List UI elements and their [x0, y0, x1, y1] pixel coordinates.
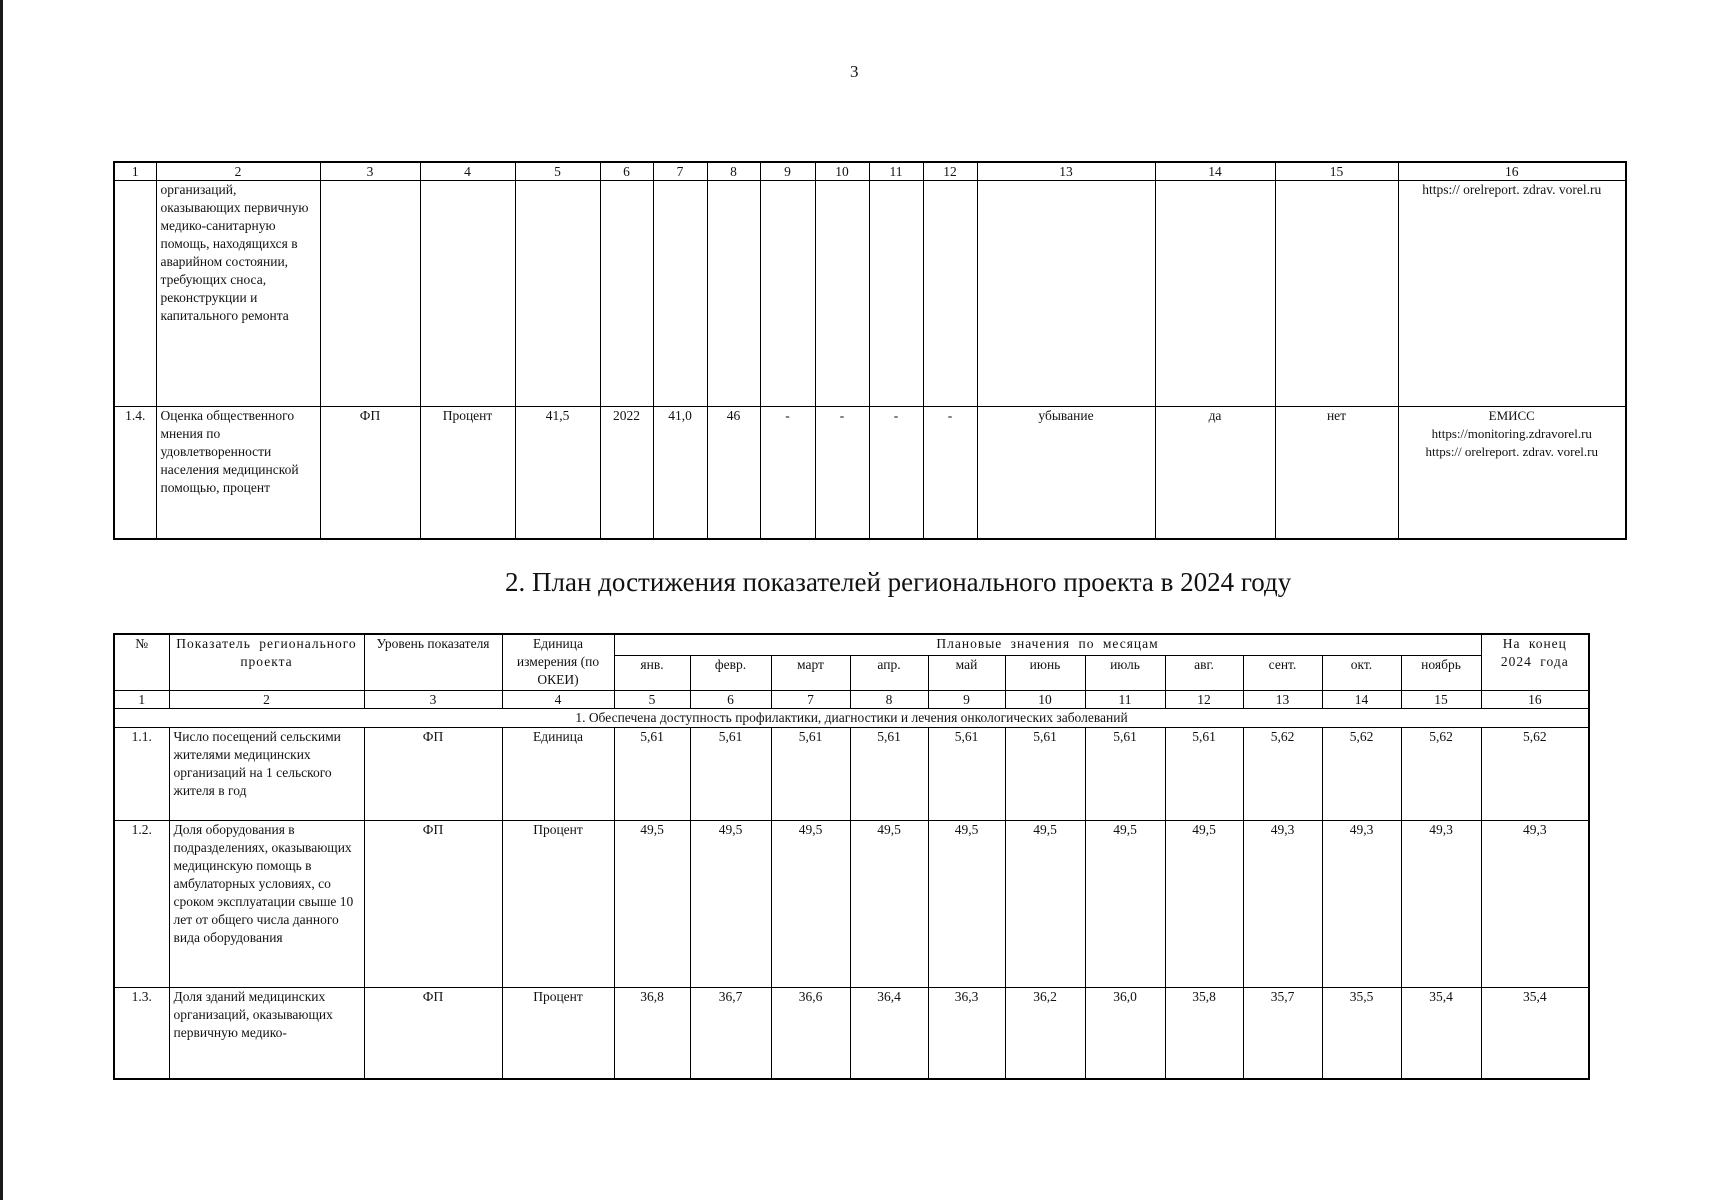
- row-number: 1.1.: [114, 728, 169, 821]
- trend-cell: убывание: [977, 407, 1155, 540]
- value-cell: -: [760, 407, 815, 540]
- value-cell: 46: [707, 407, 760, 540]
- col-number: 3: [320, 162, 420, 181]
- month-value: 5,62: [1243, 728, 1322, 821]
- indicator-name: организаций, оказывающих первичную медико-санитарную помощь, находящихся в аварийном состоянии, требующих сноса, реконструкции и капитального ремонта: [156, 181, 320, 407]
- month-value: 36,6: [771, 988, 850, 1080]
- col-number: 8: [707, 162, 760, 181]
- section-title: 2. План достижения показателей регионального проекта в 2024 году: [505, 567, 1292, 597]
- section-row-label: 1. Обеспечена доступность профилактики, диагностики и лечения онкологических заболеваний: [114, 709, 1589, 728]
- end-value: 35,4: [1481, 988, 1589, 1080]
- indicator-name: Доля зданий медицинских организаций, оказывающих первичную медико-: [169, 988, 364, 1080]
- month-header: окт.: [1322, 656, 1401, 691]
- month-value: 5,61: [614, 728, 690, 821]
- level-cell: ФП: [320, 407, 420, 540]
- table-cell: [420, 181, 515, 407]
- source-line: ЕМИСС: [1488, 408, 1535, 423]
- month-value: 36,4: [850, 988, 928, 1080]
- month-value: 49,3: [1322, 821, 1401, 988]
- col-number: 11: [1085, 691, 1165, 709]
- month-value: 5,61: [1085, 728, 1165, 821]
- month-value: 5,61: [690, 728, 771, 821]
- level-cell: ФП: [364, 988, 502, 1080]
- month-value: 35,4: [1401, 988, 1481, 1080]
- col-number: 10: [1005, 691, 1085, 709]
- value-cell: -: [815, 407, 869, 540]
- month-header: июль: [1085, 656, 1165, 691]
- month-value: 5,62: [1401, 728, 1481, 821]
- month-header: февр.: [690, 656, 771, 691]
- col-number: 5: [614, 691, 690, 709]
- unit-cell: Процент: [420, 407, 515, 540]
- month-header: май: [928, 656, 1005, 691]
- header-planned: Плановые значения по месяцам: [614, 634, 1481, 656]
- section-row: [114, 709, 1589, 728]
- col-number: 8: [850, 691, 928, 709]
- month-header: янв.: [614, 656, 690, 691]
- table-cell: [1275, 181, 1398, 407]
- col-number: 15: [1401, 691, 1481, 709]
- col-number: 4: [502, 691, 614, 709]
- level-cell: ФП: [364, 728, 502, 821]
- table-cell: [320, 181, 420, 407]
- col-number: 14: [1155, 162, 1275, 181]
- month-header: ноябрь: [1401, 656, 1481, 691]
- month-value: 5,61: [850, 728, 928, 821]
- header-num: №: [114, 634, 169, 691]
- col-number: 16: [1481, 691, 1589, 709]
- col-number: 12: [923, 162, 977, 181]
- scan-left-edge: [0, 0, 3, 1200]
- header-unit: Единица измерения (по ОКЕИ): [502, 634, 614, 691]
- end-value: 5,62: [1481, 728, 1589, 821]
- col-number: 1: [114, 691, 169, 709]
- table-cell: [515, 181, 600, 407]
- month-value: 35,8: [1165, 988, 1243, 1080]
- month-value: 5,61: [1165, 728, 1243, 821]
- header-indicator: Показатель регионального проекта: [169, 634, 364, 691]
- plan-table: [113, 633, 1590, 1080]
- table-cell: [923, 181, 977, 407]
- col-number: 5: [515, 162, 600, 181]
- col-number: 9: [760, 162, 815, 181]
- table-cell: [653, 181, 707, 407]
- col-number: 4: [420, 162, 515, 181]
- month-value: 5,61: [928, 728, 1005, 821]
- table-cell: [977, 181, 1155, 407]
- month-value: 49,5: [928, 821, 1005, 988]
- header-end: На конец 2024 года: [1481, 634, 1589, 691]
- col-number: 3: [364, 691, 502, 709]
- col-number: 6: [690, 691, 771, 709]
- table-cell: [815, 181, 869, 407]
- col-number: 14: [1322, 691, 1401, 709]
- col-number: 9: [928, 691, 1005, 709]
- indicator-name: Число посещений сельскими жителями медицинских организаций на 1 сельского жителя в год: [169, 728, 364, 821]
- value-cell: -: [869, 407, 923, 540]
- month-value: 36,3: [928, 988, 1005, 1080]
- indicator-name: Доля оборудования в подразделениях, оказывающих медицинскую помощь в амбулаторных условиях, со сроком эксплуатации свыше 10 лет от общего числа данного вида оборудования: [169, 821, 364, 988]
- col-number: 7: [771, 691, 850, 709]
- page-number: 3: [850, 62, 859, 81]
- month-value: 36,2: [1005, 988, 1085, 1080]
- base-value-cell: 41,5: [515, 407, 600, 540]
- col-number: 7: [653, 162, 707, 181]
- table-cell: [600, 181, 653, 407]
- table-cell: [869, 181, 923, 407]
- month-value: 49,3: [1243, 821, 1322, 988]
- month-value: 49,5: [614, 821, 690, 988]
- month-header: июнь: [1005, 656, 1085, 691]
- month-header: авг.: [1165, 656, 1243, 691]
- month-value: 49,5: [850, 821, 928, 988]
- col-number: 16: [1398, 162, 1626, 181]
- table-row-continued: [114, 181, 1626, 407]
- row-number: 1.3.: [114, 988, 169, 1080]
- indicators-table-continued: [113, 161, 1627, 540]
- header-row: [114, 634, 1589, 656]
- month-value: 49,5: [771, 821, 850, 988]
- col-number: 12: [1165, 691, 1243, 709]
- col-number: 1: [114, 162, 156, 181]
- month-value: 36,8: [614, 988, 690, 1080]
- month-value: 36,0: [1085, 988, 1165, 1080]
- value-cell: -: [923, 407, 977, 540]
- column-number-row: [114, 691, 1589, 709]
- table-cell: [707, 181, 760, 407]
- month-value: 36,7: [690, 988, 771, 1080]
- table-row-1-3: [114, 988, 1589, 1080]
- source-line: https://monitoring.zdravorel.ru: [1431, 426, 1592, 441]
- table-row-1-1: [114, 728, 1589, 821]
- month-value: 5,62: [1322, 728, 1401, 821]
- unit-cell: Процент: [502, 988, 614, 1080]
- col-number: 15: [1275, 162, 1398, 181]
- row-number: 1.4.: [114, 407, 156, 540]
- end-value: 49,3: [1481, 821, 1589, 988]
- col-number: 10: [815, 162, 869, 181]
- month-header: апр.: [850, 656, 928, 691]
- col-number: 13: [1243, 691, 1322, 709]
- month-value: 49,5: [690, 821, 771, 988]
- month-value: 49,5: [1005, 821, 1085, 988]
- month-value: 49,5: [1085, 821, 1165, 988]
- value-cell: 41,0: [653, 407, 707, 540]
- month-value: 49,3: [1401, 821, 1481, 988]
- table-row-1-2: [114, 821, 1589, 988]
- month-header: сент.: [1243, 656, 1322, 691]
- source-cell: https:// orelreport. zdrav. vorel.ru: [1398, 181, 1626, 407]
- col-number: 13: [977, 162, 1155, 181]
- table-cell: [1155, 181, 1275, 407]
- table-row-1-4: [114, 407, 1626, 540]
- column-number-row: [114, 162, 1626, 181]
- base-year-cell: 2022: [600, 407, 653, 540]
- header-level: Уровень показателя: [364, 634, 502, 691]
- row-number: 1.2.: [114, 821, 169, 988]
- source-cell: [1398, 407, 1626, 540]
- month-value: 35,5: [1322, 988, 1401, 1080]
- month-header: март: [771, 656, 850, 691]
- level-cell: ФП: [364, 821, 502, 988]
- month-value: 49,5: [1165, 821, 1243, 988]
- month-value: 5,61: [771, 728, 850, 821]
- col-number: 6: [600, 162, 653, 181]
- unit-cell: Процент: [502, 821, 614, 988]
- flag-cell: нет: [1275, 407, 1398, 540]
- table-cell: [760, 181, 815, 407]
- indicator-name: Оценка общественного мнения по удовлетворенности населения медицинской помощью, процент: [156, 407, 320, 540]
- month-value: 35,7: [1243, 988, 1322, 1080]
- col-number: 11: [869, 162, 923, 181]
- unit-cell: Единица: [502, 728, 614, 821]
- col-number: 2: [156, 162, 320, 181]
- source-line: https:// orelreport. zdrav. vorel.ru: [1425, 444, 1598, 459]
- col-number: 2: [169, 691, 364, 709]
- table-cell: [114, 181, 156, 407]
- month-value: 5,61: [1005, 728, 1085, 821]
- flag-cell: да: [1155, 407, 1275, 540]
